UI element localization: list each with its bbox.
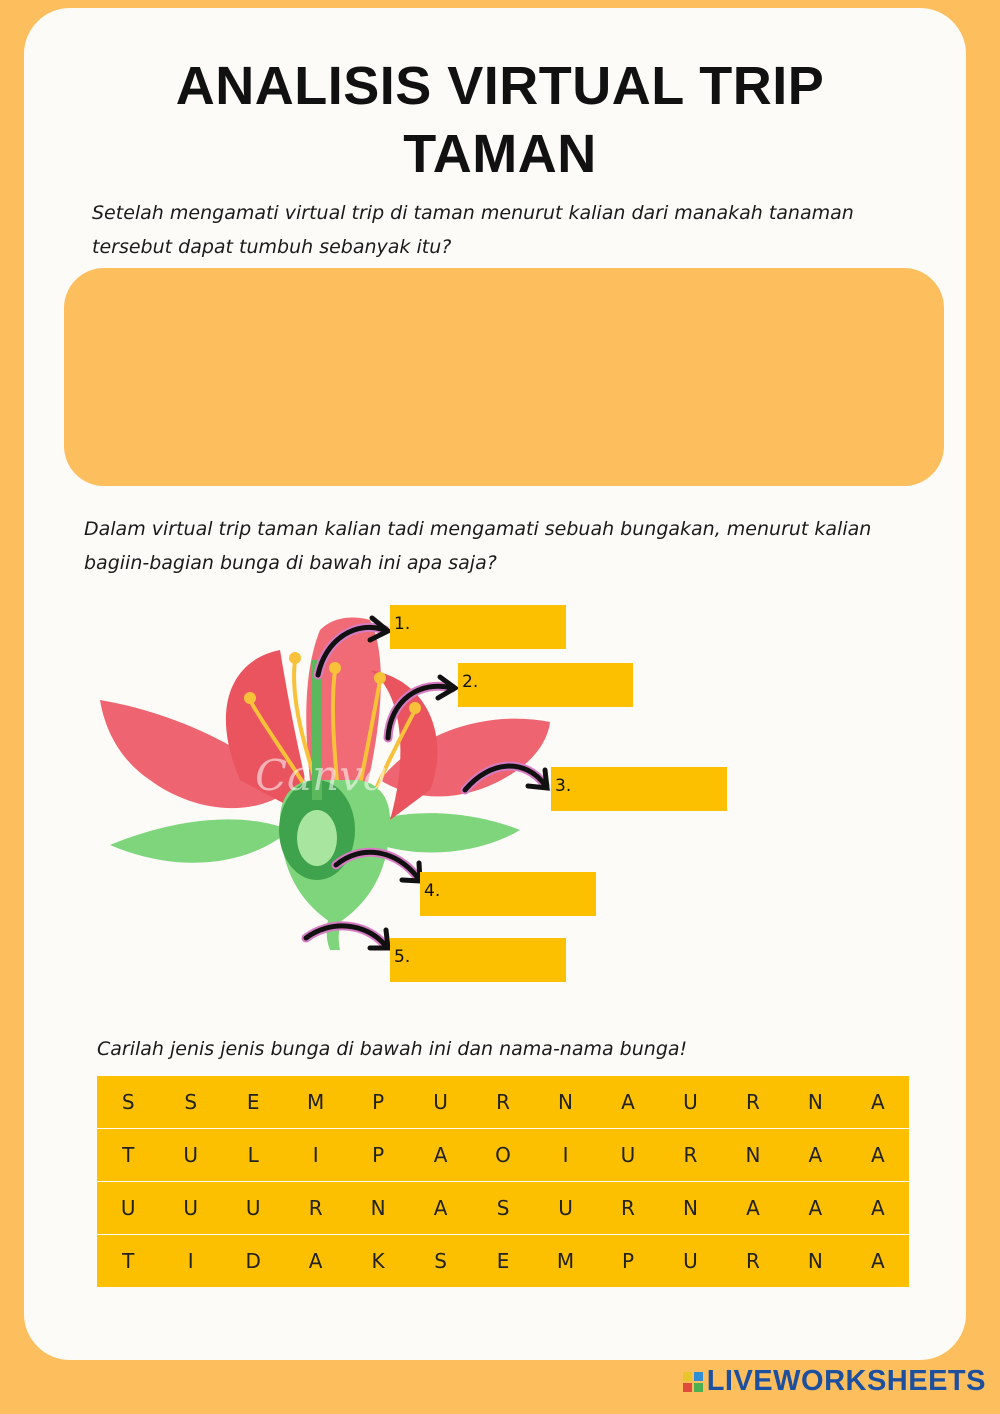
grid-cell[interactable]: U <box>183 1143 199 1167</box>
grid-cell[interactable]: N <box>558 1090 573 1114</box>
title-line-1: ANALISIS VIRTUAL TRIP <box>175 56 825 116</box>
grid-cell[interactable]: N <box>745 1143 761 1167</box>
label-box-3[interactable] <box>551 767 727 811</box>
grid-cell[interactable]: R <box>745 1090 760 1114</box>
label-number-1: 1. <box>394 614 411 634</box>
page-title <box>0 52 1000 188</box>
question-2: Dalam virtual trip taman kalian tadi mengamati sebuah bungakan, menurut kalian bagiin-bagian bunga di bawah ini apa saja? <box>84 518 872 574</box>
grid-cell[interactable]: A <box>308 1249 323 1273</box>
grid-row <box>97 1076 909 1128</box>
grid-cell[interactable]: N <box>807 1090 823 1114</box>
grid-cell[interactable]: U <box>683 1249 698 1273</box>
grid-cell[interactable]: R <box>683 1143 698 1167</box>
ovule <box>297 810 337 866</box>
grid-cell[interactable]: S <box>121 1090 135 1114</box>
grid-cell[interactable]: A <box>433 1196 448 1220</box>
grid-cell[interactable]: I <box>562 1143 569 1167</box>
grid-cell[interactable]: A <box>871 1196 885 1220</box>
grid-cell[interactable]: A <box>808 1143 823 1167</box>
liveworksheets-logo-icon <box>683 1372 703 1392</box>
label-box-5[interactable] <box>390 938 566 982</box>
grid-cell[interactable]: R <box>308 1196 323 1220</box>
label-number-2: 2. <box>462 672 479 692</box>
grid-cell[interactable]: R <box>621 1196 635 1220</box>
grid-cell[interactable]: S <box>434 1249 447 1273</box>
label-number-3: 3. <box>555 776 572 796</box>
grid-row <box>97 1235 909 1287</box>
grid-cell[interactable]: E <box>246 1090 260 1114</box>
label-number-4: 4. <box>424 881 441 901</box>
grid-cell[interactable]: T <box>122 1249 135 1273</box>
grid-cell[interactable]: N <box>682 1196 698 1220</box>
left-sepal <box>110 819 290 862</box>
grid-cell[interactable]: T <box>122 1143 135 1167</box>
grid-cell[interactable]: L <box>247 1143 259 1167</box>
grid-cell[interactable]: S <box>184 1090 198 1114</box>
canva-watermark: Canva <box>255 751 388 800</box>
grid-cell[interactable]: N <box>807 1249 823 1273</box>
grid-cell[interactable]: P <box>372 1143 385 1167</box>
grid-row <box>97 1182 909 1234</box>
grid-cell[interactable]: O <box>495 1143 511 1167</box>
label-box-4[interactable] <box>420 872 596 916</box>
grid-cell[interactable]: K <box>371 1249 385 1273</box>
grid-cell[interactable]: U <box>183 1196 199 1220</box>
grid-cell[interactable]: R <box>745 1249 760 1273</box>
footer-brand-text: LIVEWORKSHEETS <box>706 1365 986 1397</box>
label-number-5: 5. <box>394 947 411 967</box>
grid-cell[interactable]: P <box>372 1090 385 1114</box>
grid-cell[interactable]: A <box>871 1143 885 1167</box>
grid-cell[interactable]: A <box>746 1196 760 1220</box>
title-line-2: TAMAN <box>403 124 597 184</box>
grid-cell[interactable]: U <box>245 1196 261 1220</box>
grid-cell[interactable]: I <box>187 1249 194 1273</box>
footer-brand <box>683 1365 986 1398</box>
grid-cell[interactable]: N <box>370 1196 386 1220</box>
grid-row <box>97 1129 909 1181</box>
grid-cell[interactable]: E <box>496 1249 510 1273</box>
grid-cell[interactable]: A <box>433 1143 448 1167</box>
grid-cell[interactable]: P <box>621 1249 635 1273</box>
grid-cell[interactable]: A <box>871 1249 885 1273</box>
stem <box>327 920 342 950</box>
question-1: Setelah mengamati virtual trip di taman menurut kalian dari manakah tanaman tersebut dapat tumbuh sebanyak itu? <box>92 202 854 258</box>
grid-cell[interactable]: U <box>433 1090 448 1114</box>
grid-cell[interactable]: A <box>621 1090 635 1114</box>
answer-textbox[interactable] <box>64 268 944 486</box>
grid-cell[interactable]: U <box>620 1143 636 1167</box>
grid-cell[interactable]: A <box>808 1196 823 1220</box>
grid-cell[interactable]: U <box>683 1090 698 1114</box>
grid-cell[interactable]: D <box>245 1249 261 1273</box>
grid-cell[interactable]: U <box>558 1196 573 1220</box>
grid-cell[interactable]: U <box>120 1196 136 1220</box>
grid-cell[interactable]: R <box>496 1090 510 1114</box>
grid-cell[interactable]: S <box>496 1196 510 1220</box>
word-search-grid <box>97 1076 909 1288</box>
grid-cell[interactable]: A <box>871 1090 885 1114</box>
grid-cell[interactable]: M <box>307 1090 325 1114</box>
question-3: Carilah jenis jenis bunga di bawah ini dan nama-nama bunga! <box>97 1038 688 1060</box>
grid-cell[interactable]: I <box>312 1143 319 1167</box>
grid-cell[interactable]: M <box>556 1249 575 1273</box>
label-box-1[interactable] <box>390 605 566 649</box>
label-box-2[interactable] <box>458 663 633 707</box>
